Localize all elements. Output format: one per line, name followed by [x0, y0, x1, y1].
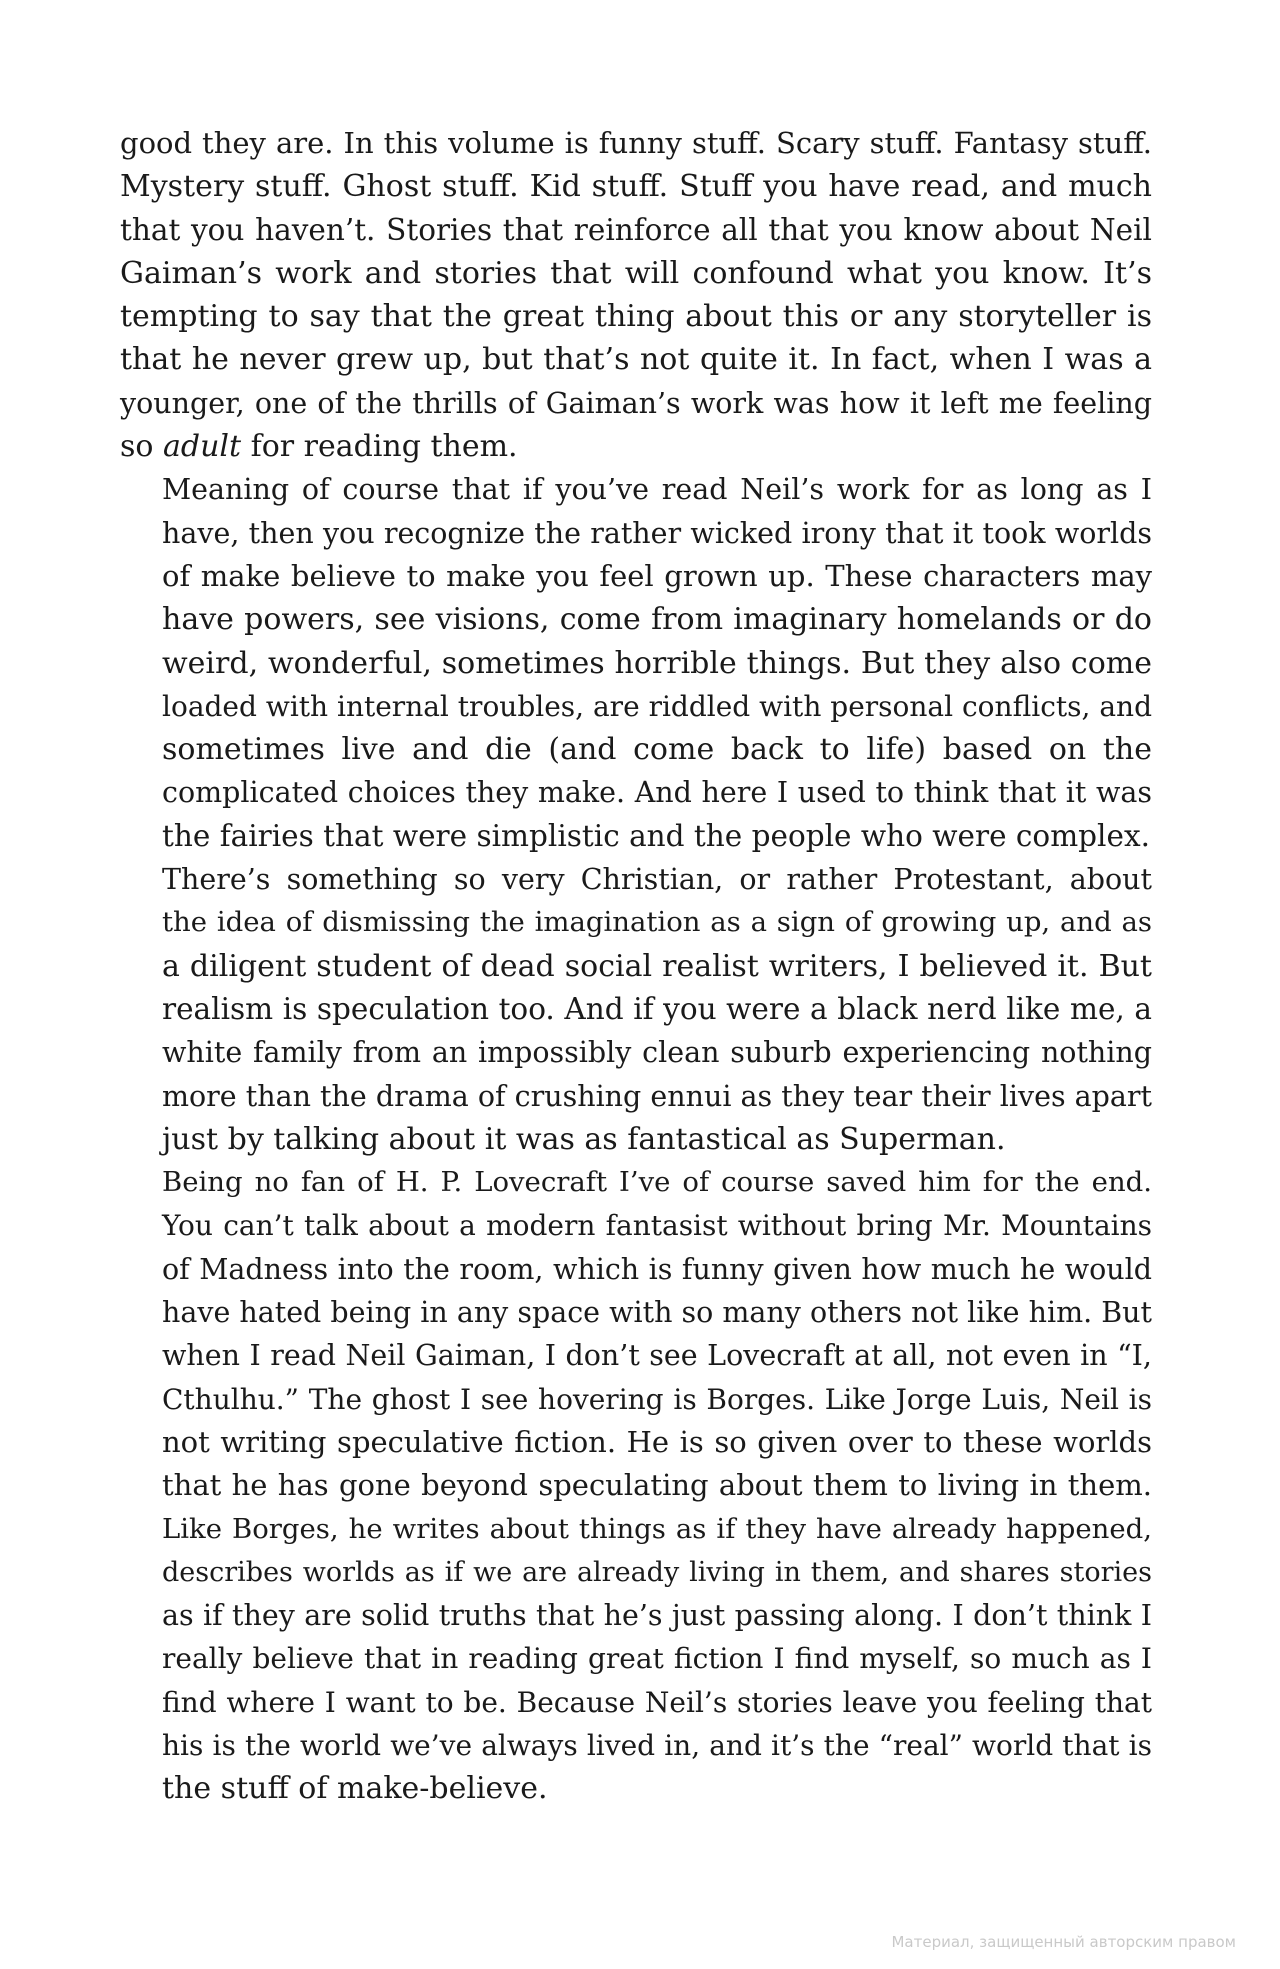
text-line: just by talking about it was as fantastical as Superman.	[162, 1121, 1006, 1157]
text-line: the fairies that were simplistic and the people who were complex.	[162, 818, 1150, 853]
text-line: not writing speculative fiction. He is so given over to these worlds	[162, 1424, 1152, 1459]
text-line: that you haven’t. Stories that reinforce all that you know about Neil	[120, 212, 1152, 247]
text-line: loaded with internal troubles, are riddled with personal conflicts, and	[162, 689, 1152, 723]
text-line: Gaiman’s work and stories that will confound what you know. It’s	[120, 255, 1152, 291]
text-line: sometimes live and die (and come back to life) based on the	[162, 732, 1152, 768]
text-line: good they are. In this volume is funny stuff. Scary stuff. Fantasy stuff.	[120, 126, 1152, 160]
text-line: the idea of dismissing the imagination as a sign of growing up, and as	[162, 906, 1152, 939]
text-line: when I read Neil Gaiman, I don’t see Lovecraft at all, not even in “I,	[162, 1339, 1152, 1373]
text-line: describes worlds as if we are already living in them, and shares stories	[162, 1556, 1152, 1588]
text-line: as if they are solid truths that he’s just passing along. I don’t think I	[162, 1599, 1152, 1633]
text-line: really believe that in reading great fiction I find myself, so much as I	[162, 1642, 1152, 1676]
text-line: more than the drama of crushing ennui as they tear their lives apart	[162, 1079, 1152, 1113]
text-line: You can’t talk about a modern fantasist without bring Mr. Mountains	[162, 1209, 1152, 1243]
text-line: find where I want to be. Because Neil’s stories leave you feeling that	[162, 1685, 1152, 1719]
text-line: Being no fan of H. P. Lovecraft I’ve of course saved him for the end.	[162, 1166, 1152, 1199]
text-line: There’s something so very Christian, or rather Protestant, about	[162, 863, 1152, 897]
text-line: Cthulhu.” The ghost I see hovering is Borges. Like Jorge Luis, Neil is	[162, 1382, 1152, 1416]
paragraph	[120, 468, 1152, 858]
text-line: so adult for reading them.	[120, 429, 518, 465]
text-line: Meaning of course that if you’ve read Neil’s work for as long as I	[162, 473, 1152, 507]
paragraph	[120, 1161, 1152, 1810]
text-line: have powers, see visions, come from imaginary homelands or do	[162, 602, 1152, 638]
text-line: Mystery stuff. Ghost stuff. Kid stuff. Stuff you have read, and much	[120, 169, 1152, 205]
text-line: weird, wonderful, sometimes horrible things. But they also come	[162, 645, 1152, 681]
document-page	[120, 122, 1152, 1811]
paragraph	[120, 122, 1152, 468]
emphasis: adult	[163, 429, 242, 465]
text-line: have, then you recognize the rather wicked irony that it took worlds	[162, 516, 1152, 550]
copyright-watermark: Материал, защищенный авторским правом	[891, 1933, 1236, 1951]
text-line: the stuff of make-believe.	[162, 1771, 548, 1807]
text-line: realism is speculation too. And if you were a black nerd like me, a	[162, 991, 1152, 1026]
text-line: that he has gone beyond speculating about them to living in them.	[162, 1468, 1152, 1503]
text-line: complicated choices they make. And here I used to think that it was	[162, 776, 1152, 810]
body-text	[120, 122, 1152, 1811]
text-line: his is the world we’ve always lived in, and it’s the “real” world that is	[162, 1728, 1152, 1762]
text-line: that he never grew up, but that’s not quite it. In fact, when I was a	[120, 342, 1152, 378]
text-line: white family from an impossibly clean suburb experiencing nothing	[162, 1036, 1152, 1070]
text-line: younger, one of the thrills of Gaiman’s work was how it left me feeling	[120, 386, 1152, 420]
text-line: of Madness into the room, which is funny given how much he would	[162, 1252, 1152, 1286]
text-line: have hated being in any space with so many others not like him. But	[162, 1296, 1152, 1330]
text-line: tempting to say that the great thing about this or any storyteller is	[120, 299, 1152, 335]
text-line: of make believe to make you feel grown up. These characters may	[162, 558, 1152, 593]
text-line: Like Borges, he writes about things as if they have already happened,	[162, 1512, 1152, 1545]
text-line: a diligent student of dead social realist writers, I believed it. But	[162, 948, 1152, 984]
paragraph	[120, 858, 1152, 1161]
